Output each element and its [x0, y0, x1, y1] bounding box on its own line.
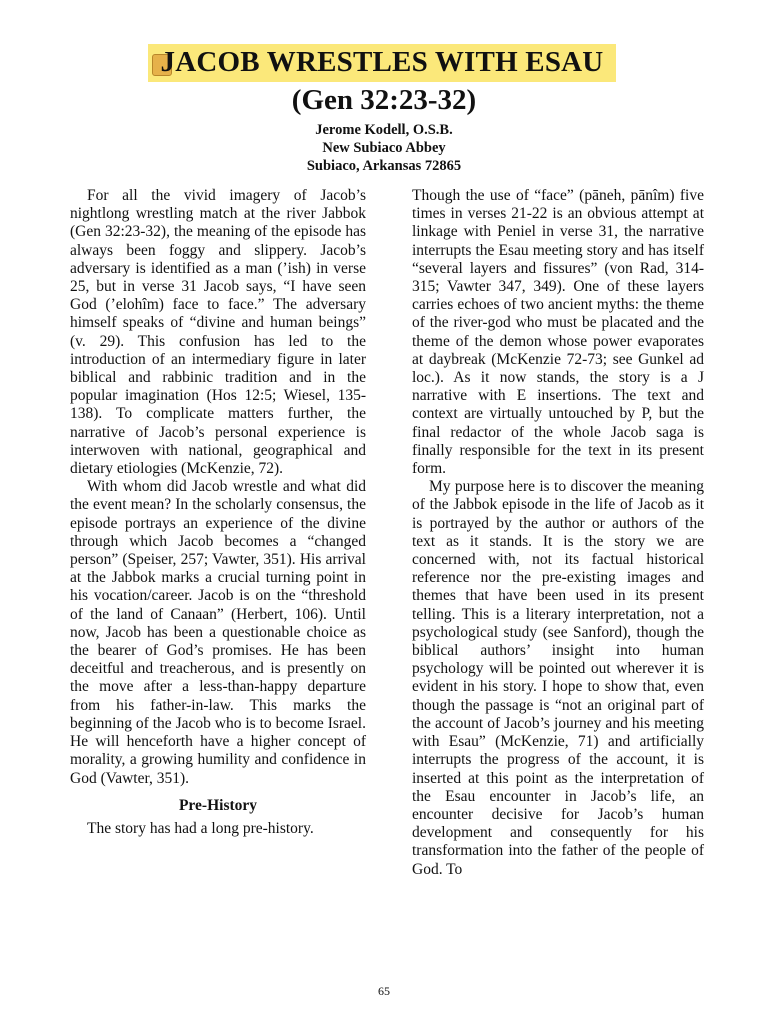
section-heading: Pre-History	[178, 796, 258, 814]
page-number: 65	[378, 984, 390, 998]
author-location: Subiaco, Arkansas 72865	[306, 158, 462, 174]
author-name: Jerome Kodell, O.S.B.	[315, 122, 453, 138]
paragraph: The story has had a long pre-history.	[87, 819, 314, 837]
article-subtitle: (Gen 32:23-32)	[291, 84, 477, 116]
author-affiliation: New Subiaco Abbey	[322, 140, 446, 156]
left-column	[70, 187, 366, 838]
paragraph: My purpose here is to discover the meaning of the Jabbok episode in the life of Jacob as it is portrayed by the author or authors of the text as it stands. It is the story we are concerned with, not its factual historical reference nor the pre-existing images and themes that have been used in its present telling. This is a literary interpretation, not a psychological study (see Sanford), though the biblical authors’ insight into human psychology will be pointed out wherever it is evident in his story. I hope to show that, even though the passage is “not an original part of the account of Jacob’s journey and his meeting with Esau” (McKenzie, 71) and artificially interrupts the progress of the account, it is inserted at this point as the interpretation of the Esau encounter in Jacob’s life, an encounter decisive for Jacob’s human development and consequently for his transformation into the father of the people of God. To	[412, 478, 704, 878]
paragraph: Though the use of “face” (pāneh, pānîm) five times in verses 21-22 is an obvious attempt at linkage with Peniel in verse 31, the narrative interrupts the Esau meeting story and has itself “several layers and fissures” (von Rad, 314-315; Vawter 347, 349). One of these layers carries echoes of two ancient myths: the theme of the river-god who must be placated and the theme of the demon whose power evaporates at daybreak (McKenzie 72-73; see Gunkel ad loc.). As it now stands, the story is a J narrative with E insertions. The text and context are virtually untouched by P, but the final redactor of the whole Jacob saga is finally responsible for the text in its present form.	[412, 187, 704, 478]
right-column	[412, 187, 704, 879]
paragraph: For all the vivid imagery of Jacob’s nightlong wrestling match at the river Jabbok (Gen 32:23-32), the meaning of the episode has always been foggy and slippery. Jacob’s adversary is identified as a man (’ish) in verse 25, but in verse 31 Jacob says, “I have seen God (’elohîm) face to face.” The adversary himself speaks of “divine and human beings” (v. 29). This confusion has led to the introduction of an intermediary figure in later biblical and rabbinic tradition and in the popular imagination (Hos 12:5; Wiesel, 135-138). To complicate matters further, the narrative of Jacob’s personal experience is interwoven with national, geographical and dietary etiologies (McKenzie, 72).	[70, 187, 366, 478]
article-title: JACOB WRESTLES WITH ESAU	[160, 46, 604, 78]
author-block	[0, 121, 768, 175]
title-highlight	[148, 44, 616, 82]
paragraph: With whom did Jacob wrestle and what did the event mean? In the scholarly consensus, the episode portrays an experience of the divine through which Jacob becomes a “changed person” (Speiser, 257; Vawter, 351). His arrival at the Jabbok marks a crucial turning point in his vocation/career. Jacob is on the “threshold of the land of Canaan” (Herbert, 106). Until now, Jacob has been a questionable choice as the bearer of God’s promises. He has been deceitful and treacherous, and is presently on the move after a less-than-happy departure from his father-in-law. This marks the beginning of the Jacob who is to become Israel. He will henceforth have a higher concept of morality, a growing humility and confidence in God (Vawter, 351).	[70, 478, 366, 787]
